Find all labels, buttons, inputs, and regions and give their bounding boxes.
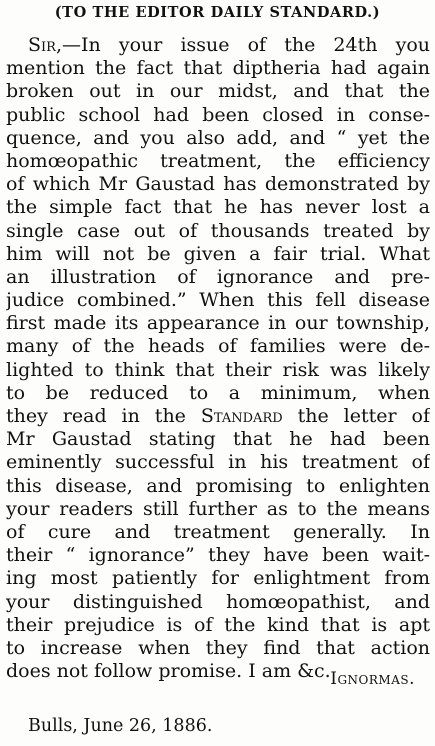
letter-line-1 bbox=[6, 34, 430, 57]
letter-line-17 bbox=[6, 405, 430, 428]
letter-line-1-text: —In your issue of the 24th you bbox=[61, 34, 430, 56]
letter-line-3: broken out in our midst, and that the bbox=[6, 80, 430, 103]
letter-line-28: does not follow promise. I am &c. bbox=[6, 660, 331, 683]
letter-line-4: public school had been closed in conse- bbox=[6, 103, 430, 126]
letter-body bbox=[6, 34, 430, 683]
letter-line-9: single case out of thousands treated by bbox=[6, 219, 430, 242]
letter-line-21: your readers still further as to the means bbox=[6, 497, 430, 520]
letter-line-7: of which Mr Gaustad has demonstrated by bbox=[6, 173, 430, 196]
letter-line-18: Mr Gaustad stating that he had been bbox=[6, 428, 430, 451]
letter-line-23: their “ ignorance” they have been wait- bbox=[6, 544, 430, 567]
letter-line-20: this disease, and promising to enlighten bbox=[6, 474, 430, 497]
letter-line-25: your distinguished homœopathist, and bbox=[6, 590, 430, 613]
newspaper-name: Standard bbox=[200, 405, 283, 427]
letter-line-2: mention the fact that diptheria had again bbox=[6, 57, 430, 80]
letter-line-27: to increase when they find that action bbox=[6, 636, 430, 659]
letter-line-11: an illustration of ignorance and pre- bbox=[6, 265, 430, 288]
letter-line-26: their prejudice is of the kind that is apt bbox=[6, 613, 430, 636]
letter-line-10: him will not be given a fair trial. What bbox=[6, 242, 430, 265]
letter-line-17-start: they read in the bbox=[6, 405, 186, 427]
letter-line-8: the simple fact that he has never lost a bbox=[6, 196, 430, 219]
letter-line-5: quence, and you also add, and “ yet the bbox=[6, 126, 430, 149]
letter-line-22: of cure and treatment generally. In bbox=[6, 520, 430, 543]
letter-line-16: to be reduced to a minimum, when bbox=[6, 381, 430, 404]
dateline: Bulls, June 26, 1886. bbox=[28, 716, 213, 736]
letter-line-15: lighted to think that their risk was likely bbox=[6, 358, 430, 381]
letter-line-17-end: the letter of bbox=[297, 405, 430, 427]
signature: Ignormas. bbox=[330, 669, 415, 689]
salutation: Sir, bbox=[28, 34, 62, 56]
letter-line-24: ing most patiently for enlightment from bbox=[6, 567, 430, 590]
letter-line-13: first made its appearance in our township, bbox=[6, 312, 430, 335]
letter-line-19: eminently successful in his treatment of bbox=[6, 451, 430, 474]
letter-line-14: many of the heads of families were de- bbox=[6, 335, 430, 358]
letter-heading: (TO THE EDITOR DAILY STANDARD.) bbox=[54, 4, 381, 21]
letter-line-12: judice combined.” When this fell disease bbox=[6, 289, 430, 312]
letter-line-6: homœopathic treatment, the efficiency bbox=[6, 149, 430, 172]
